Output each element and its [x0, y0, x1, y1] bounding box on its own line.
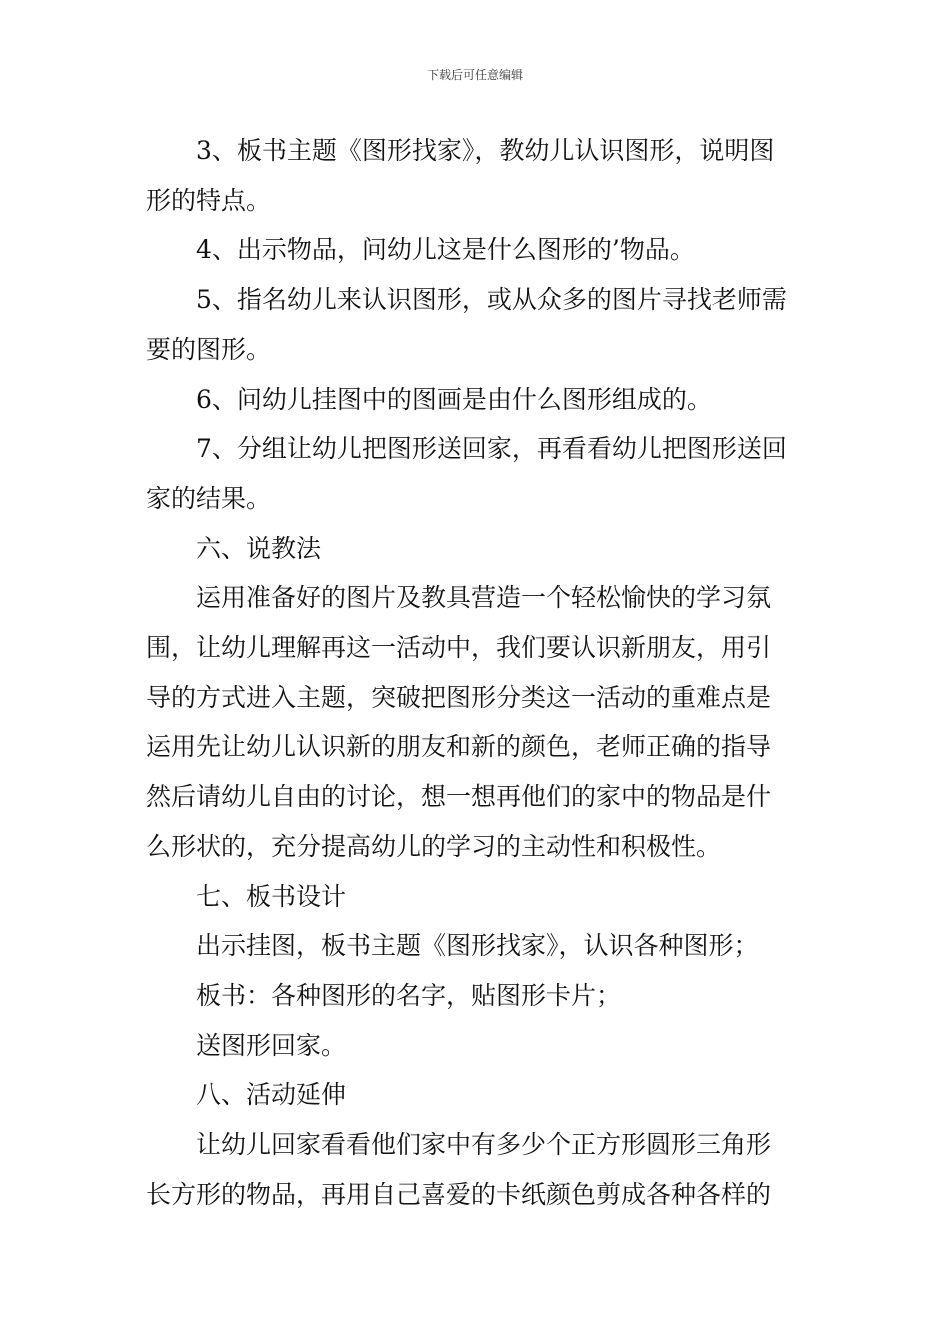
text-line: 长方形的物品，再用自己喜爱的卡纸颜色剪成各种各样的: [146, 1179, 772, 1209]
text-line: 围，让幼儿理解再这一活动中，我们要认识新朋友，用引: [146, 633, 772, 663]
text-line: 形的特点。: [146, 185, 272, 215]
text-line: 7、分组让幼儿把图形送回家，再看看幼儿把图形送回: [196, 434, 787, 464]
text-line: 让幼儿回家看看他们家中有多少个正方形圆形三角形: [196, 1130, 772, 1160]
text-line: 板书：各种图形的名字，贴图形卡片；: [196, 980, 622, 1010]
text-line: 5、指名幼儿来认识图形，或从众多的图片寻找老师需: [196, 285, 787, 315]
text-line: 要的图形。: [146, 334, 272, 364]
text-line: 运用准备好的图片及教具营造一个轻松愉快的学习氛: [196, 583, 772, 613]
document-body: [146, 126, 811, 1219]
text-line: 家的结果。: [146, 483, 272, 513]
section-heading: 七、板书设计: [196, 881, 347, 911]
text-line: 出示挂图，板书主题《图形找家》，认识各种图形；: [196, 931, 759, 961]
page-header: 下载后可任意编辑: [426, 68, 523, 82]
section-heading: 六、说教法: [196, 533, 322, 563]
text-line: 6、问幼儿挂图中的图画是由什么图形组成的。: [196, 384, 712, 414]
text-line: 然后请幼儿自由的讨论，想一想再他们的家中的物品是什: [146, 782, 772, 812]
text-line: 运用先让幼儿认识新的朋友和新的颜色，老师正确的指导: [146, 732, 772, 762]
text-line: 导的方式进入主题，突破把图形分类这一活动的重难点是: [146, 682, 772, 712]
text-line: 3、板书主题《图形找家》，教幼儿认识图形，说明图: [196, 136, 775, 165]
text-line: 么形状的，充分提高幼儿的学习的主动性和积极性。: [146, 831, 722, 861]
text-line: 送图形回家。: [196, 1030, 347, 1060]
section-heading: 八、活动延伸: [196, 1080, 347, 1110]
text-line: 4、出示物品，问幼儿这是什么图形的’物品。: [196, 235, 695, 265]
